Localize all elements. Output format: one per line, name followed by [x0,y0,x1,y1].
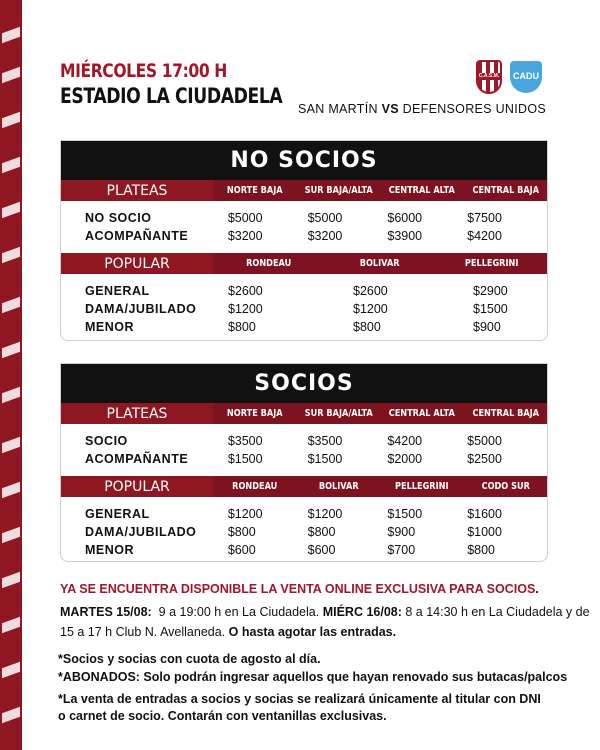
price-cell: $1600 [467,507,502,521]
price-cell: $800 [307,525,336,539]
popular-header: POPULAR [61,253,213,274]
column-header: SUR BAJA/ALTA [304,185,373,196]
popular-header: POPULAR [61,476,213,497]
match-stadium: ESTADIO LA CIUDADELA [60,84,283,108]
price-cell: $7500 [467,211,502,225]
price-cell: $4200 [467,229,502,243]
price-cell: $5000 [227,211,263,225]
price-cell: $600 [227,543,256,557]
no-socios-plateas-header [61,180,547,201]
column-header: CENTRAL BAJA [471,185,539,196]
price-cell: $3500 [227,434,263,448]
socios-plateas-header [61,403,547,424]
sale-info [60,582,595,642]
socios-plateas-table [61,432,547,468]
socios-title: SOCIOS [61,364,547,403]
row-label: DAMA/JUBILADO [85,525,197,539]
socios-popular-table [61,505,547,559]
row-label: MENOR [85,320,135,334]
side-decorative-stripe [0,0,22,750]
price-cell: $1200 [307,507,343,521]
column-header: NORTE BAJA [226,185,283,196]
price-cell: $1500 [473,302,508,316]
price-cell: $1200 [353,302,388,316]
price-cell: $900 [387,525,416,539]
table-row [61,523,547,541]
row-label: ACOMPAÑANTE [85,452,189,466]
socios-price-card [60,363,548,562]
column-header: RONDEAU [246,258,292,269]
online-sale-announcement: YA SE ENCUENTRA DISPONIBLE LA VENTA ONLINE EXCLUSIVA PARA SOCIOS. [60,582,539,596]
column-header: CODO SUR [481,481,530,492]
price-cell: $2000 [387,452,423,466]
row-label: GENERAL [85,284,150,298]
price-cell: $2900 [473,284,508,298]
match-header [60,60,331,108]
price-cell: $3900 [387,229,423,243]
price-cell: $5000 [467,434,502,448]
table-row [61,541,547,559]
price-cell: $1000 [467,525,502,539]
table-row [61,300,547,318]
price-cell: $700 [387,543,416,557]
no-socios-popular-table [61,282,547,336]
row-label: GENERAL [85,507,150,521]
column-header: BOLIVAR [360,258,400,269]
column-header: CENTRAL BAJA [471,408,539,419]
price-cell: $1500 [307,452,343,466]
row-label: MENOR [85,543,135,557]
price-cell: $5000 [307,211,343,225]
plateas-header: PLATEAS [61,403,213,424]
price-cell: $4200 [387,434,423,448]
defensores-unidos-crest-logo: CADU [510,61,542,93]
price-cell: $6000 [387,211,423,225]
column-header: NORTE BAJA [226,408,283,419]
table-row [61,432,547,450]
column-header: PELLEGRINI [464,258,519,269]
row-label: NO SOCIO [85,211,152,225]
table-row [61,227,547,245]
price-cell: $800 [228,320,256,334]
table-row [61,318,547,336]
price-cell: $1500 [227,452,263,466]
price-cell: $1500 [387,507,423,521]
price-cell: $3500 [307,434,343,448]
column-header: CENTRAL ALTA [388,185,455,196]
table-row [61,209,547,227]
price-cell: $3200 [307,229,343,243]
price-cell: $800 [353,320,381,334]
match-day-time: MIÉRCOLES 17:00 H [60,60,227,82]
home-team: SAN MARTÍN [297,102,378,116]
no-socios-plateas-table [61,209,547,245]
plateas-header: PLATEAS [61,180,213,201]
table-row [61,282,547,300]
column-header: RONDEAU [232,481,278,492]
row-label: ACOMPAÑANTE [85,229,189,243]
price-cell: $1200 [228,302,263,316]
column-header: PELLEGRINI [395,481,449,492]
sale-schedule: MARTES 15/08: 9 a 19:00 h en La Ciudadela. MIÉRC 16/08: 8 a 14:30 h en La Ciudadela y de 15 a 17 h Club N. Avellaneda. O hasta agotar las entradas. [60,605,590,639]
note-venta-titular: *La venta de entradas a socios y socias se realizará únicamente al titular con DNI o carnet de socio. Contarán con ventanillas exclusivas. [58,692,541,723]
no-socios-price-card [60,140,548,341]
row-label: DAMA/JUBILADO [85,302,197,316]
san-martin-crest-logo: C.A.S.M. [476,60,502,94]
price-cell: $1200 [227,507,263,521]
note-socios-cuota: *Socios y socias con cuota de agosto al día. [58,652,321,666]
price-cell: $2600 [228,284,263,298]
price-cell: $800 [227,525,256,539]
price-cell: $600 [307,543,336,557]
note-abonados: *ABONADOS: Solo podrán ingresar aquellos que hayan renovado sus butacas/palcos [58,670,568,684]
column-header: BOLIVAR [318,481,359,492]
price-cell: $2600 [353,284,388,298]
price-cell: $900 [473,320,501,334]
away-team: DEFENSORES UNIDOS [402,102,546,116]
column-header: CENTRAL ALTA [388,408,455,419]
no-socios-title: NO SOCIOS [61,141,547,180]
price-cell: $2500 [467,452,502,466]
socios-popular-header [61,476,547,497]
price-cell: $800 [467,543,495,557]
table-row [61,450,547,468]
price-cell: $3200 [227,229,263,243]
table-row [61,505,547,523]
no-socios-popular-header [61,253,547,274]
versus-label: VS [381,102,399,116]
column-header: SUR BAJA/ALTA [304,408,373,419]
fixture-line [298,102,546,116]
row-label: SOCIO [85,434,128,448]
